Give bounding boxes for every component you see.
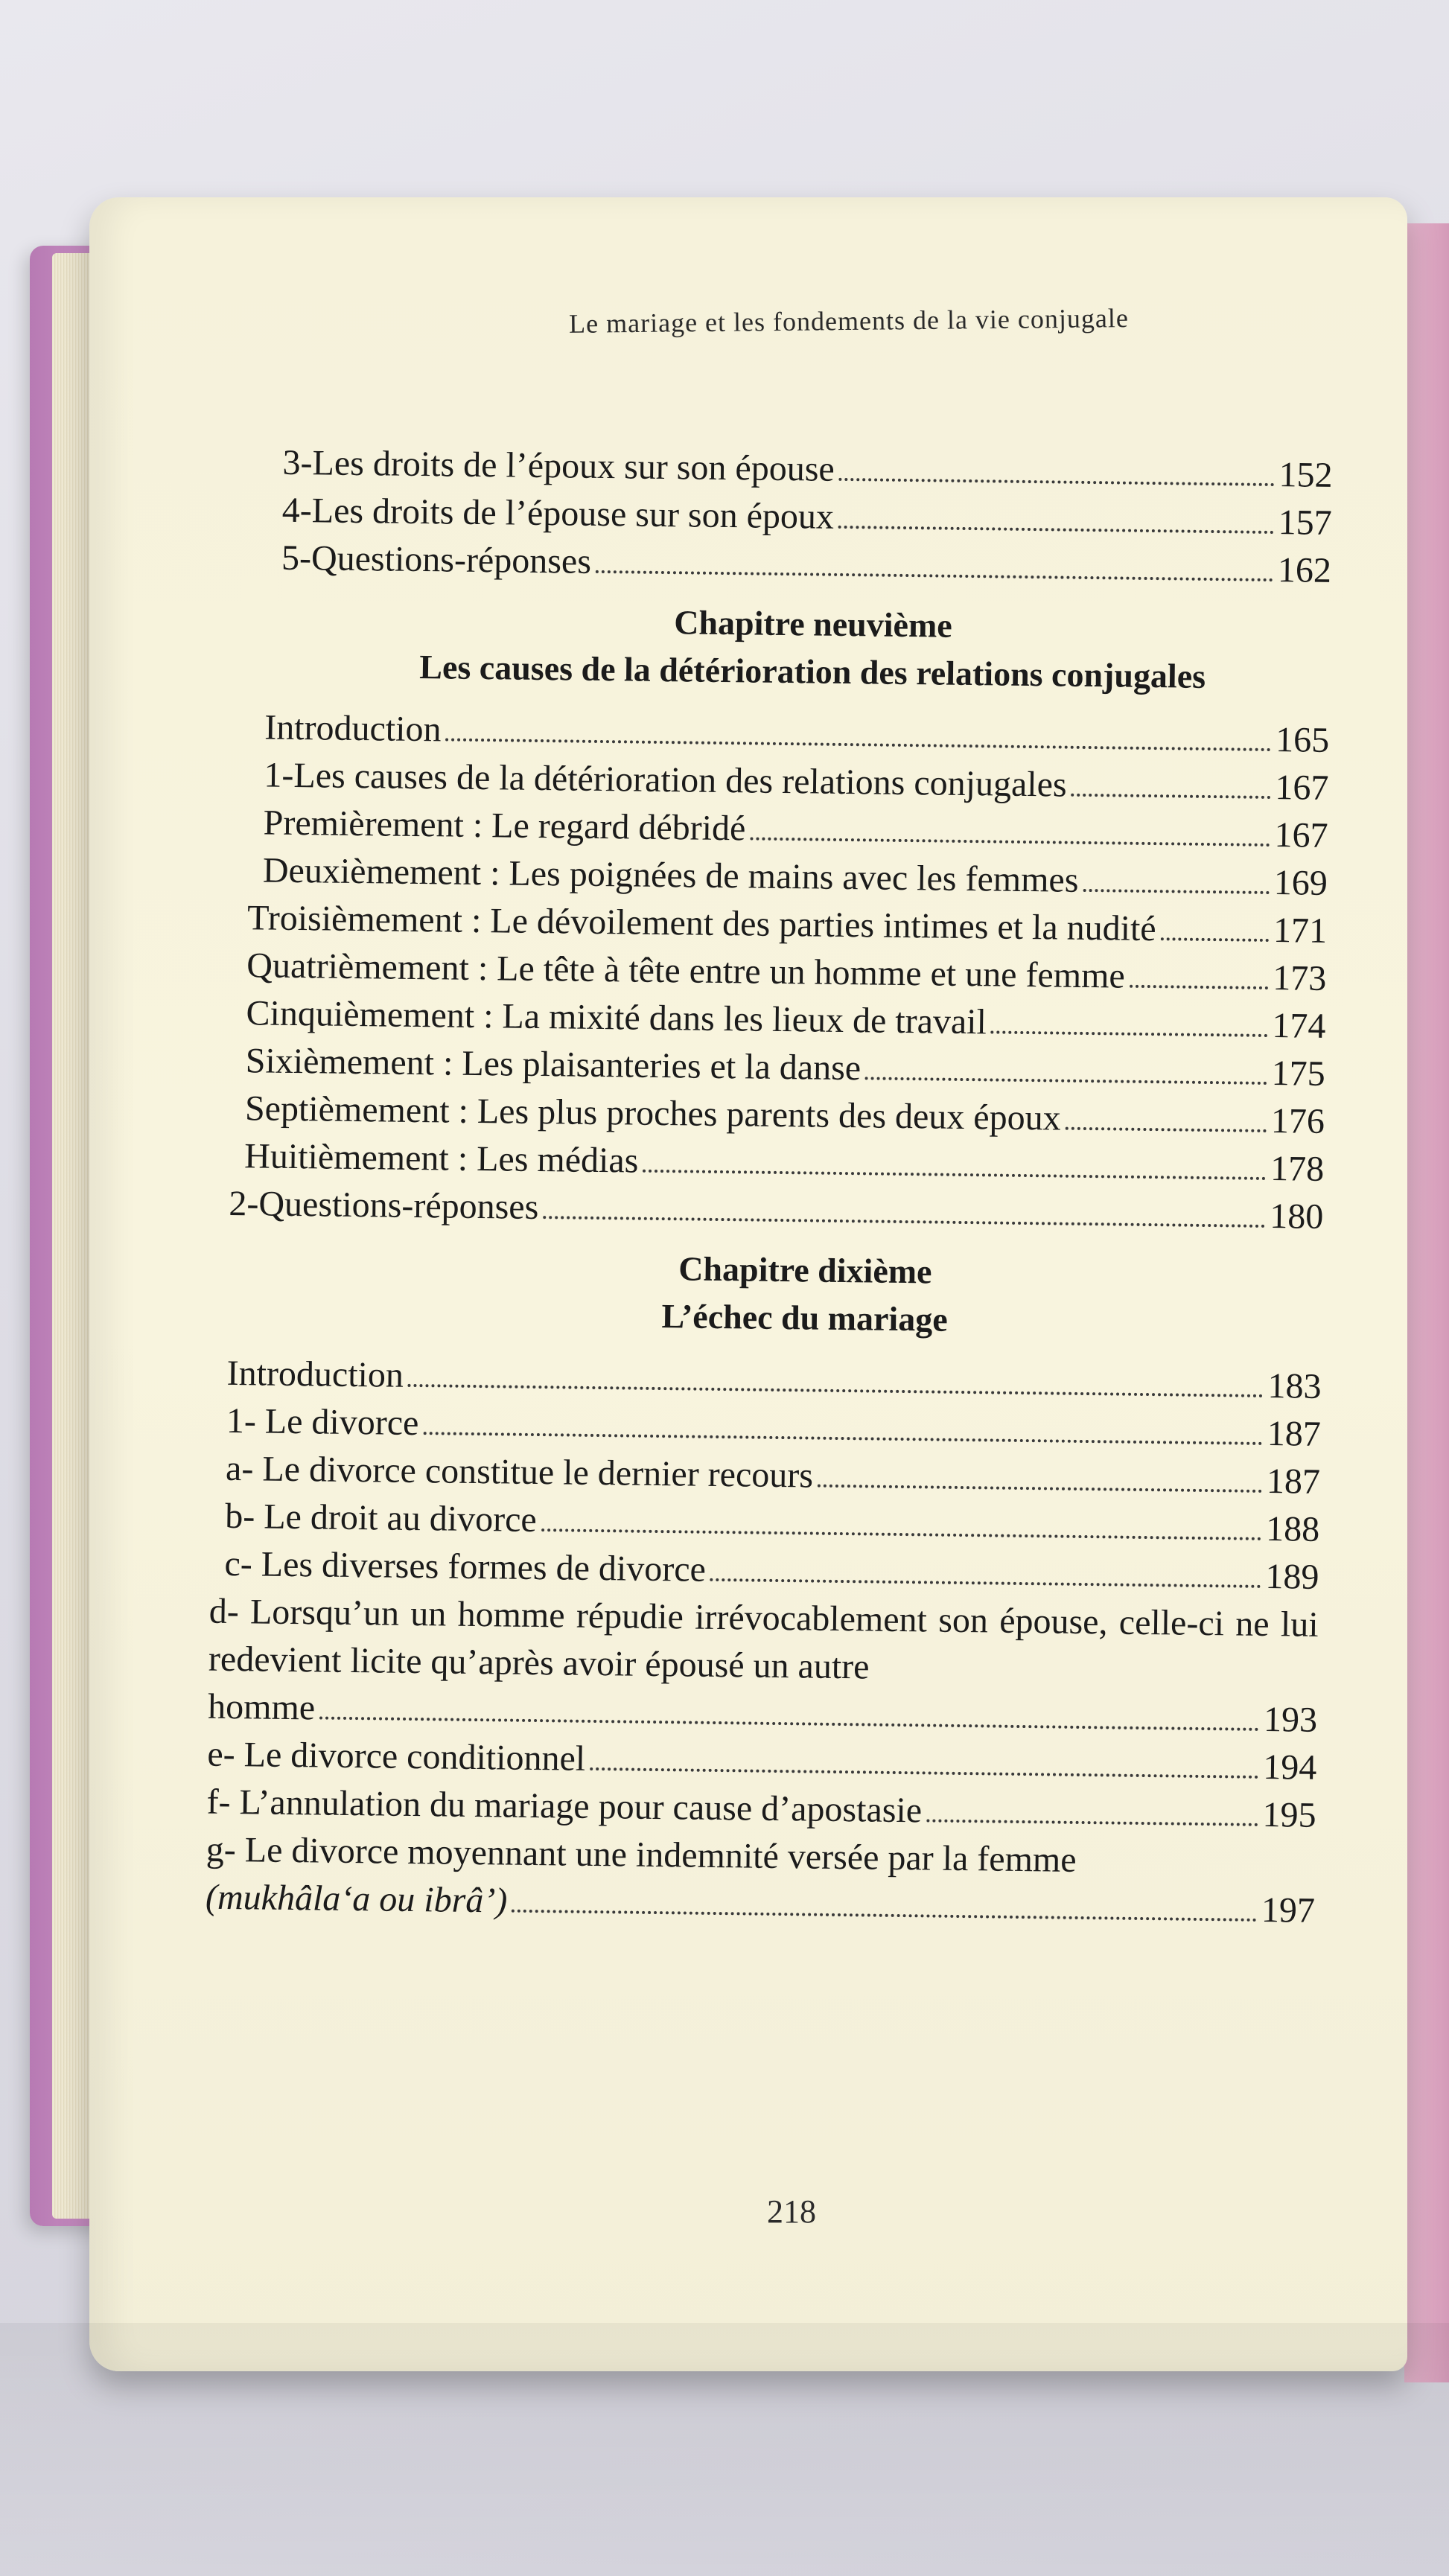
- toc-entry: Introduction 183: [226, 1353, 1322, 1406]
- chapter-title: Chapitre neuvième: [673, 603, 953, 645]
- toc-entry: Introduction 165: [264, 707, 1330, 760]
- toc-entry: e- Le divorce conditionnel 194: [207, 1734, 1317, 1788]
- toc-entry: 3-Les droits de l’époux sur son épouse 152: [282, 442, 1333, 495]
- cover-right-edge: [1404, 223, 1449, 2382]
- toc-entry: a- Le divorce constitue le dernier recours 187: [225, 1448, 1321, 1502]
- toc-entry-text: d- Lorsqu’un un homme répudie irrévocablement son épouse, celle-ci ne lui redevient licite qu’après avoir épousé un autre: [208, 1591, 1319, 1687]
- toc-entry: 1- Le divorce 187: [226, 1400, 1322, 1454]
- toc-entry: Septièmement : Les plus proches parents des deux époux 176: [244, 1088, 1325, 1141]
- toc-entry: Sixièmement : Les plaisanteries et la danse 175: [245, 1041, 1326, 1094]
- toc-entry: c- Les diverses formes de divorce 189: [224, 1543, 1319, 1597]
- chapter-subtitle: Les causes de la détérioration des relations conjugales: [419, 648, 1206, 695]
- toc-entry: Premièrement : Le regard débridé 167: [263, 803, 1328, 855]
- toc-entry: Troisièmement : Le dévoilement des parties intimes et la nudité 171: [246, 898, 1328, 951]
- table-surface-shadow: [0, 2323, 1449, 2576]
- toc-entry: 2-Questions-réponses 180: [229, 1183, 1324, 1237]
- toc-entry: 1-Les causes de la détérioration des relations conjugales 167: [264, 755, 1329, 808]
- toc-entry: Deuxièmement : Les poignées de mains avec les femmes 169: [262, 850, 1328, 903]
- toc-entry: Cinquièmement : La mixité dans les lieux de travail 174: [246, 993, 1326, 1046]
- toc-entry: Huitièmement : Les médias 178: [243, 1136, 1325, 1189]
- toc-entry-multiline: [206, 1826, 1316, 1935]
- toc-entry-last-line: (mukhâla‘a ou ibrâ’): [205, 1877, 508, 1921]
- page-number: 218: [767, 2193, 816, 2230]
- toc-entry: b- Le droit au divorce 188: [224, 1496, 1320, 1549]
- toc-entry-multiline: [208, 1588, 1319, 1744]
- toc-entry: f- L’annulation du mariage pour cause d’apostasie 195: [206, 1782, 1316, 1835]
- toc-entry-text: g- Le divorce moyennant une indemnité versée par la femme: [206, 1829, 1077, 1880]
- table-of-contents: [205, 439, 1333, 1935]
- toc-entry-page: 197: [1261, 1890, 1316, 1931]
- running-header: Le mariage et les fondements de la vie conjugale: [568, 303, 1130, 339]
- toc-entry: Quatrièmement : Le tête à tête entre un homme et une femme 173: [246, 946, 1327, 998]
- toc-entry: 4-Les droits de l’épouse sur son époux 157: [281, 490, 1333, 543]
- toc-entry: 5-Questions-réponses 162: [281, 538, 1332, 590]
- chapter-title: Chapitre dixième: [678, 1249, 932, 1291]
- chapter-subtitle: L’échec du mariage: [661, 1297, 948, 1339]
- toc-entry-last-line: homme: [207, 1686, 316, 1728]
- toc-entry-page: 193: [1263, 1699, 1318, 1740]
